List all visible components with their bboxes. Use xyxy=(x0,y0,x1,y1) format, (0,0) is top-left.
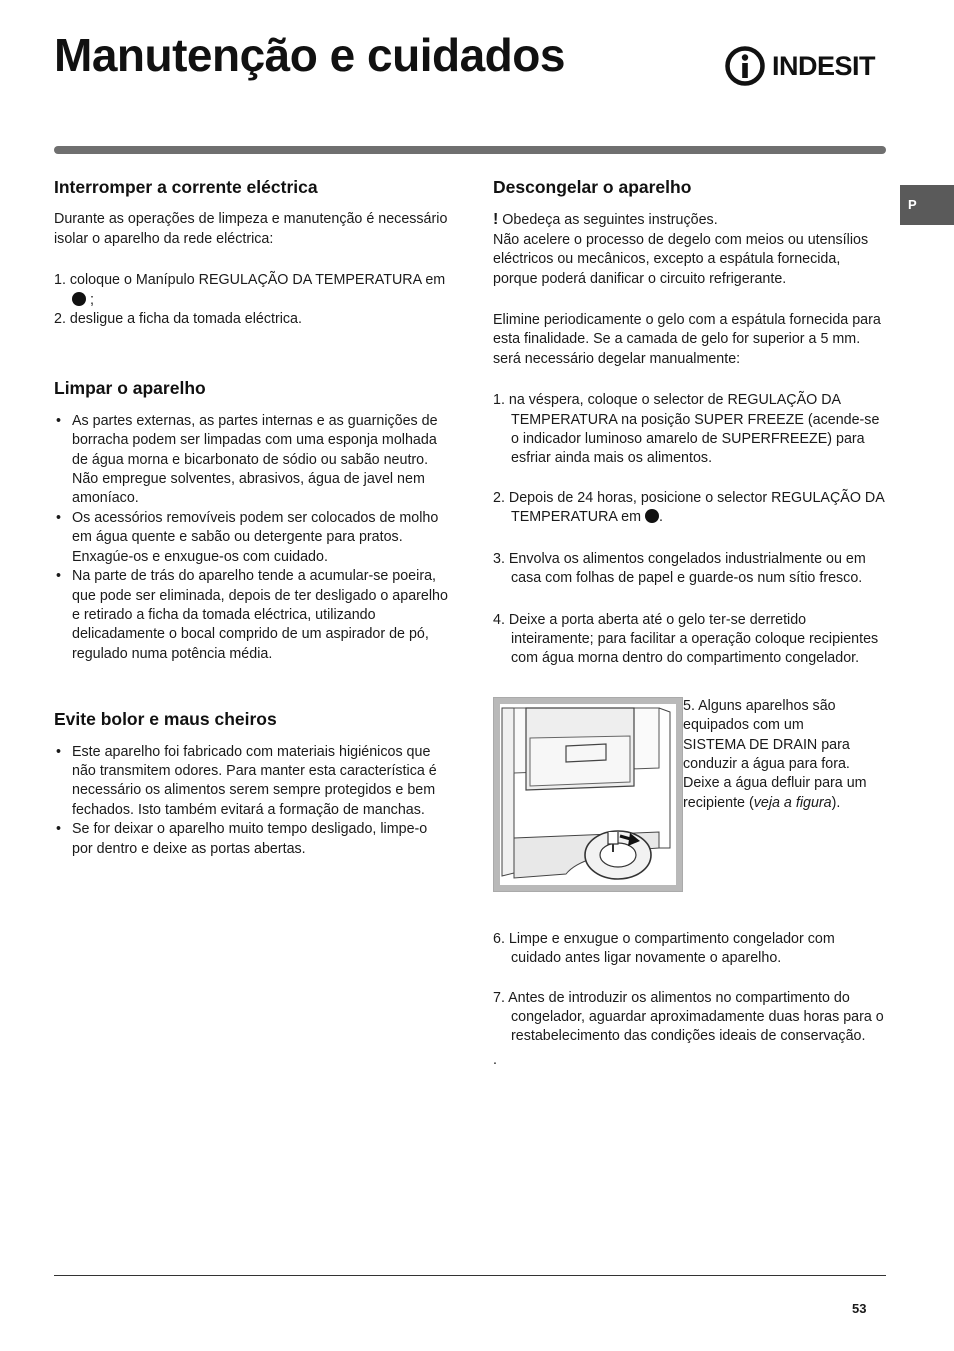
defrost-step-2 xyxy=(493,489,888,528)
power-step-1-tail: ; xyxy=(86,291,94,308)
cleaning-list xyxy=(54,412,449,664)
warning-first: Obedeça as seguintes instruções. xyxy=(498,212,718,229)
indesit-logo xyxy=(724,44,875,88)
language-tab: P xyxy=(900,185,954,225)
cleaning-item: • Na parte de trás do aparelho tende a acumular-se poeira, que pode ser eliminada, depois de ter desligado o aparelho e retirado a ficha da tomada eléctrica, utilizando delicadamente o bocal comprido de um aspirador de pó, regulado numa potência média. xyxy=(54,567,449,664)
defrost-step-3: 3. Envolva os alimentos congelados industrialmente ou em casa com folhas de papel e guarde-os num sítio fresco. xyxy=(493,550,866,587)
power-step-1-text: 1. coloque o Manípulo REGULAÇÃO DA TEMPERATURA em xyxy=(54,272,446,289)
trailing-period: . xyxy=(493,1051,497,1068)
right-column xyxy=(493,178,888,1070)
section-heading-mould: Evite bolor e maus cheiros xyxy=(54,709,277,730)
defrost-step-7: 7. Antes de introduzir os alimentos no compartimento do congelador, aguardar aproximadamente duas horas para o restabelecimento das condições ideais de conservação. xyxy=(493,989,884,1045)
header-rule xyxy=(54,146,886,154)
defrost-warning xyxy=(493,210,888,230)
defrost-step-6: 6. Limpe e enxugue o compartimento congelador com cuidado antes ligar novamente o aparelho. xyxy=(493,930,835,967)
page-number: 53 xyxy=(852,1301,867,1316)
mould-item: • Se for deixar o aparelho muito tempo desligado, limpe-o por dentro e deixe as portas abertas. xyxy=(54,820,449,859)
cleaning-item: • Os acessórios removíveis podem ser colocados de molho em água quente e sabão ou detergente para pratos. Enxagúe-os e enxugue-os com cuidado. xyxy=(54,509,449,567)
defrost-step-2-tail: . xyxy=(659,509,663,526)
defrost-step-2-text: 2. Depois de 24 horas, posicione o selector REGULAÇÃO DA TEMPERATURA em xyxy=(493,489,884,526)
page-title: Manutenção e cuidados xyxy=(54,29,565,81)
defrost-intro: Elimine periodicamente o gelo com a espátula fornecida para esta finalidade. Se a camada de gelo for superior a 5 mm. será necessário degelar manualmente: xyxy=(493,312,881,367)
mould-list xyxy=(54,743,449,859)
section-heading-power: Interromper a corrente eléctrica xyxy=(54,177,318,197)
off-position-icon xyxy=(72,292,86,306)
defrost-step-1: 1. na véspera, coloque o selector de REGULAÇÃO DA TEMPERATURA na posição SUPER FREEZE (acende-se o indicador luminoso amarelo de SUPERFREEZE) para esfriar ainda mais os alimentos. xyxy=(493,392,880,467)
off-position-icon xyxy=(645,509,659,523)
defrost-step-5 xyxy=(683,697,869,892)
indesit-logo-text: INDESIT xyxy=(772,50,876,81)
defrost-steps xyxy=(493,391,888,668)
power-step-2: 2. desligue a ficha da tomada eléctrica. xyxy=(54,311,302,328)
defrost-step-5-text: 5. Alguns aparelhos são equipados com um SISTEMA DE DRAIN para conduzir a água para fora. Deixe a água defluir para um recipiente ( xyxy=(683,697,867,811)
mould-item: • Este aparelho foi fabricado com materiais higiénicos que não transmitem odores. Para manter esta característica é necessário os alimentos serem sempre protegidos e bem fechados. Isto também evitará a formação de manchas. xyxy=(54,743,449,821)
figure-reference: veja a figura xyxy=(753,794,832,811)
power-steps xyxy=(54,271,449,329)
defrost-warning-body: Não acelere o processo de degelo com meios ou utensílios eléctricos ou mecânicos, excepto a espátula fornecida, porque poderá danificar o circuito refrigerante. xyxy=(493,231,869,287)
indesit-logo-icon xyxy=(724,45,766,87)
defrost-steps-final xyxy=(493,930,888,1047)
drain-figure xyxy=(493,697,683,892)
drain-illustration xyxy=(494,698,682,891)
section-heading-defrost: Descongelar o aparelho xyxy=(493,177,692,197)
drain-figure-row xyxy=(493,697,888,892)
warning-mark: ! xyxy=(493,211,499,229)
cleaning-item: • As partes externas, as partes internas e as guarnições de borracha podem ser limpadas com uma esponja molhada de água morna e bicarbonato de sódio ou sabão neutro. Não empregue solventes, abrasivos, água de javel nem amoníaco. xyxy=(54,412,449,509)
left-column xyxy=(54,178,449,859)
power-intro: Durante as operações de limpeza e manutenção é necessário isolar o aparelho da rede eléctrica: xyxy=(54,211,448,247)
power-step-1 xyxy=(54,271,449,310)
defrost-step-5-end: ). xyxy=(831,794,841,811)
footer-rule xyxy=(54,1275,886,1276)
section-heading-cleaning: Limpar o aparelho xyxy=(54,378,206,399)
defrost-step-4: 4. Deixe a porta aberta até o gelo ter-se derretido inteiramente; para facilitar a operação coloque recipientes com água morna dentro do compartimento congelador. xyxy=(493,611,879,667)
